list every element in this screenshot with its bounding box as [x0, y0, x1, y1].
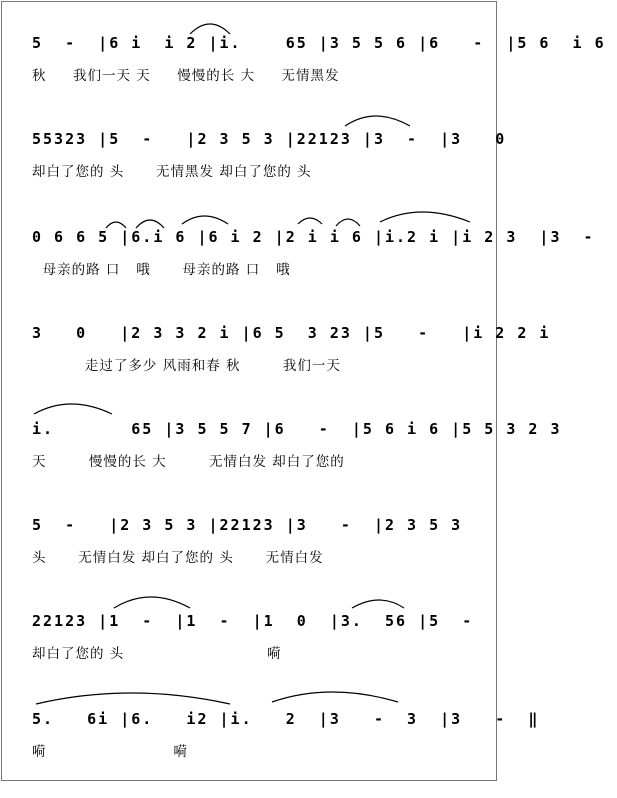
notation-line: i. 65 |3 5 5 7 |6 - |5 6 i 6 |5 5 3 2 3: [32, 420, 573, 438]
notation-line: 5. 6i |6. i2 |i. 2 |3 - 3 |3 - ‖: [32, 710, 540, 728]
lyrics-line: 却白了您的 头 嗬: [32, 646, 282, 662]
score-system-8: [0, 708, 540, 798]
notation-line: 5 - |2 3 5 3 |22123 |3 - |2 3 5 3: [32, 516, 474, 534]
notation-line: 0 6 6 5 |6.i 6 |6 i 2 |2 i i 6 |i.2 i |i 2 3 |3 -: [32, 228, 617, 246]
lyrics-line: 嗬 嗬: [32, 744, 188, 760]
score-system-2: [0, 128, 518, 218]
notation-line: 5 - |6 i i 2 |i. 65 |3 5 5 6 |6 - |5 6 i 6: [32, 34, 617, 52]
notation-line: 55323 |5 - |2 3 5 3 |22123 |3 - |3 0: [32, 130, 518, 148]
lyrics-line: 天 慢慢的长 大 无情白发 却白了您的: [32, 454, 345, 470]
score-system-7: [0, 610, 500, 700]
lyrics-line: 走过了多少 风雨和春 秋 我们一天: [32, 358, 341, 374]
notation-line: 22123 |1 - |1 - |1 0 |3. 56 |5 -: [32, 612, 496, 630]
lyrics-line: 母亲的路 口 哦 母亲的路 口 哦: [32, 262, 291, 278]
notation-line: 3 0 |2 3 3 2 i |6 5 3 23 |5 - |i 2 2 i: [32, 324, 562, 342]
lyrics-line: 秋 我们一天 天 慢慢的长 大 无情黑发: [32, 68, 340, 84]
lyrics-line: 头 无情白发 却白了您的 头 无情白发: [32, 550, 324, 566]
lyrics-line: 却白了您的 头 无情黑发 却白了您的 头: [32, 164, 312, 180]
